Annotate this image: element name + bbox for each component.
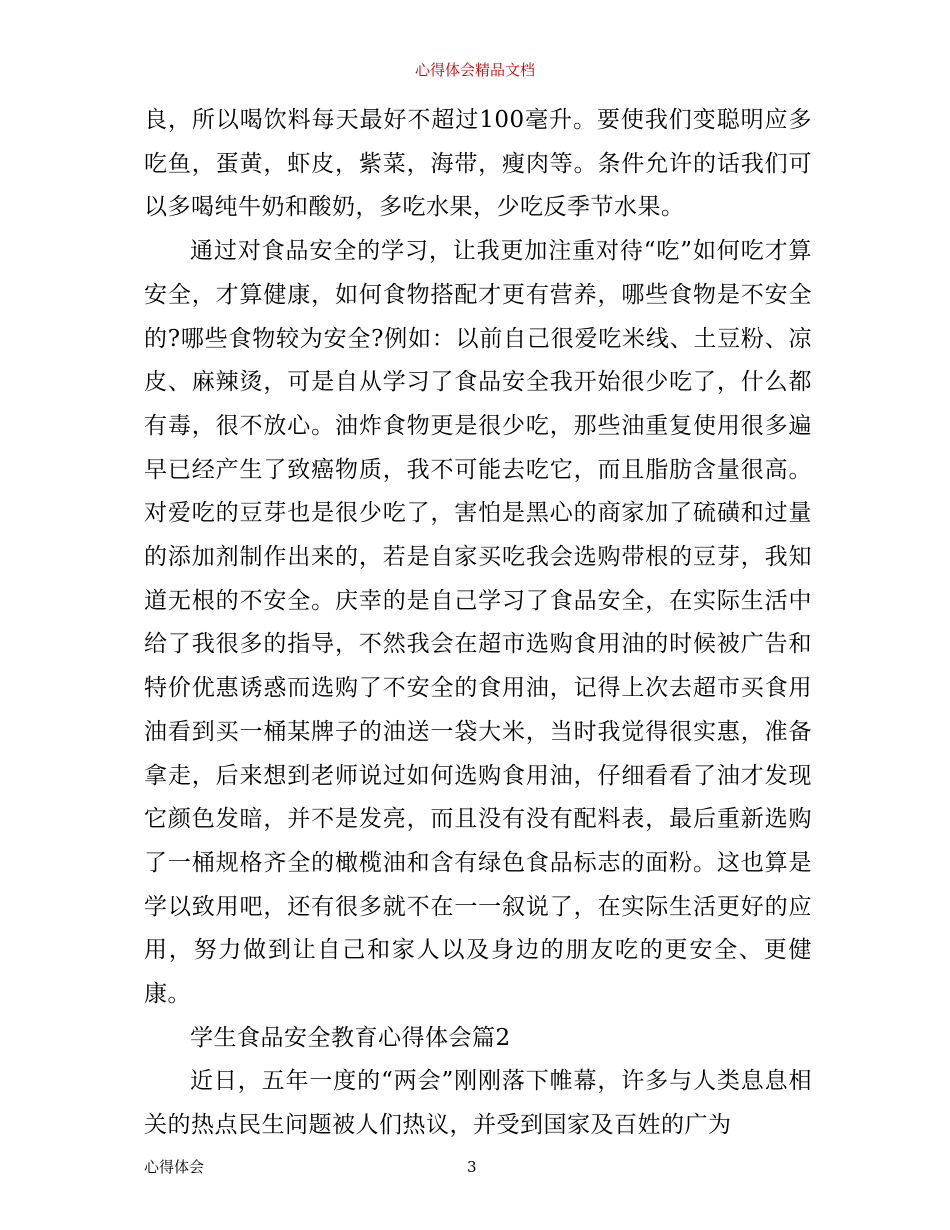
document-body [144,99,812,1148]
footer-label: 心得体会 [144,1158,205,1176]
section-heading: 学生食品安全教育心得体会篇2 [190,1024,511,1051]
document-header-title: 心得体会精品文档 [414,61,535,79]
paragraph: 通过对食品安全的学习，让我更加注重对待“吃”如何吃才算安全，才算健康，如何食物搭配才更有营养，哪些食物是不安全的?哪些食物较为安全?例如：以前自己很爱吃米线、土豆粉、凉皮、麻辣烫，可是自从学习了食品安全我开始很少吃了，什么都有毒，很不放心。油炸食物更是很少吃，那些油重复使用很多遍早已经产生了致癌物质，我不可能去吃它，而且脂肪含量很高。对爱吃的豆芽也是很少吃了，害怕是黑心的商家加了硫磺和过量的添加剂制作出来的，若是自家买吃我会选购带根的豆芽，我知道无根的不安全。庆幸的是自己学习了食品安全，在实际生活中给了我很多的指导，不然我会在超市选购食用油的时候被广告和特价优惠诱惑而选购了不安全的食用油，记得上次去超市买食用油看到买一桶某牌子的油送一袋大米，当时我觉得很实惠，准备拿走，后来想到老师说过如何选购食用油，仔细看看了油才发现它颜色发暗，并不是发亮，而且没有没有配料表，最后重新选购了一桶规格齐全的橄榄油和含有绿色食品标志的面粉。这也算是学以致用吧，还有很多就不在一一叙说了，在实际生活更好的应用，努力做到让自己和家人以及身边的朋友吃的更安全、更健康。 [144,238,812,1008]
paragraph: 良，所以喝饮料每天最好不超过100毫升。要使我们变聪明应多吃鱼，蛋黄，虾皮，紫菜，海带，瘦肉等。条件允许的话我们可以多喝纯牛奶和酸奶，多吃水果，少吃反季节水果。 [144,107,812,221]
paragraph: 近日，五年一度的“两会”刚刚落下帷幕，许多与人类息息相关的热点民生问题被人们热议，并受到国家及百姓的广为 [144,1068,812,1139]
page-number: 3 [467,1158,477,1176]
